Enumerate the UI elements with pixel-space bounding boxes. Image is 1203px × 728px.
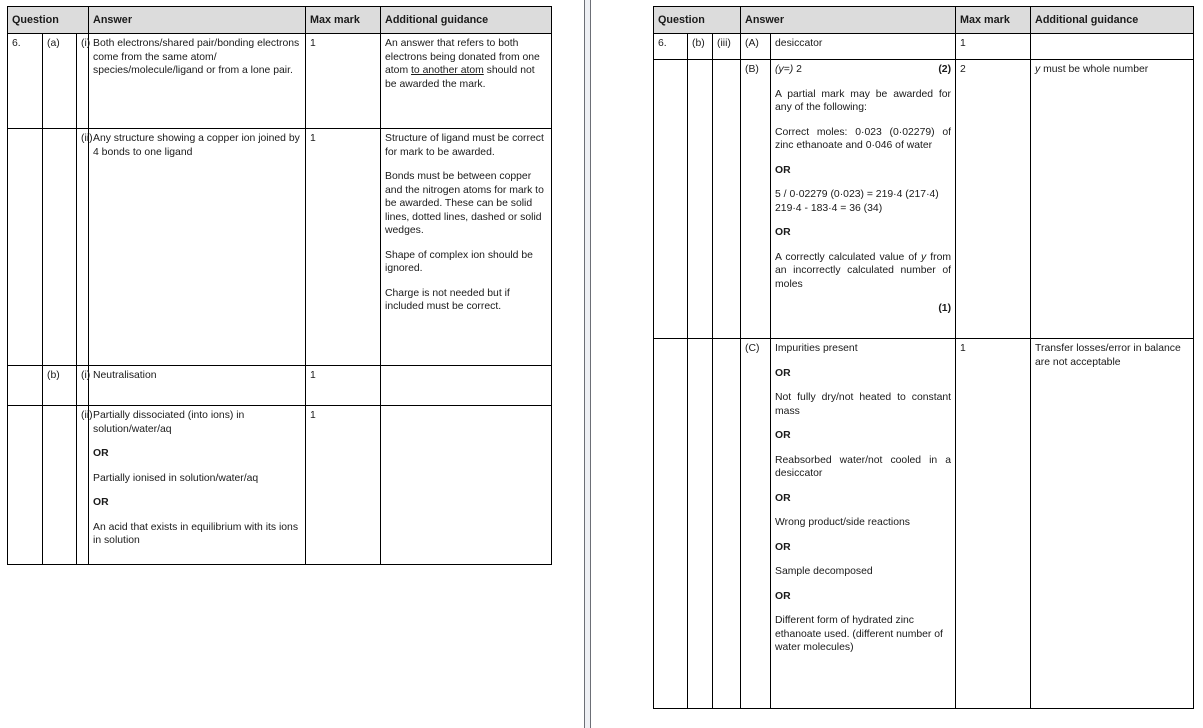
- answer-variable: y: [921, 251, 927, 263]
- answer-paragraph: Correct moles: 0·023 (0·02279) of zinc ethanoate and 0·046 of water: [775, 126, 952, 152]
- left-marking-scheme-table: [7, 6, 552, 565]
- answer-mark-allocation: (2): [938, 64, 952, 76]
- cell-question-sub: (i): [77, 34, 89, 129]
- cell-max-mark: 2: [956, 60, 1031, 339]
- header-question: Question: [654, 7, 741, 34]
- cell-question-part: [688, 60, 713, 339]
- answer-variable: (y=): [775, 64, 794, 76]
- cell-additional-guidance: [381, 34, 552, 129]
- cell-answer: [771, 60, 956, 339]
- answer-or-separator: OR: [775, 164, 791, 176]
- cell-question-number: [654, 339, 688, 709]
- answer-paragraph: Sample decomposed: [775, 566, 873, 578]
- cell-question-item: (B): [741, 60, 771, 339]
- guidance-paragraph: Structure of ligand must be correct for mark to be awarded.: [385, 133, 544, 158]
- answer-or-separator: OR: [775, 430, 791, 442]
- cell-question-part: (a): [43, 34, 77, 129]
- header-additional-guidance: Additional guidance: [1031, 7, 1194, 34]
- answer-paragraph: Impurities present: [775, 343, 858, 355]
- answer-text-part-1: A correctly calculated value of: [775, 251, 922, 263]
- calculation-line-2: 219·4 - 183·4 = 36 (34): [775, 202, 883, 214]
- answer-paragraph: An acid that exists in equilibrium with its ions in solution: [93, 521, 299, 547]
- cell-additional-guidance: [1031, 34, 1194, 60]
- table-row: [654, 34, 1194, 60]
- cell-question-sub: [713, 60, 741, 339]
- cell-additional-guidance: Transfer losses/error in balance are not acceptable: [1031, 339, 1194, 709]
- header-max-mark: Max mark: [956, 7, 1031, 34]
- guidance-text: must be whole number: [1040, 64, 1149, 76]
- cell-max-mark: 1: [306, 366, 381, 406]
- cell-max-mark: 1: [956, 34, 1031, 60]
- cell-question-sub: (ii): [77, 129, 89, 366]
- table-header-row: [8, 7, 552, 34]
- guidance-variable: y: [1035, 64, 1041, 76]
- cell-question-number: 6.: [654, 34, 688, 60]
- answer-or-separator: OR: [775, 541, 791, 553]
- table-row: [654, 60, 1194, 339]
- answer-calculation: [775, 188, 951, 215]
- answer-or-separator: OR: [775, 590, 791, 602]
- cell-question-sub: (ii): [77, 406, 89, 565]
- cell-question-item: (A): [741, 34, 771, 60]
- cell-question-number: [8, 366, 43, 406]
- header-question: Question: [8, 7, 89, 34]
- cell-question-part: [43, 406, 77, 565]
- cell-question-item: (C): [741, 339, 771, 709]
- cell-question-part: [688, 339, 713, 709]
- answer-paragraph: Reabsorbed water/not cooled in a desiccator: [775, 454, 952, 480]
- guidance-paragraph: Bonds must be between copper and the nitrogen atoms for mark to be awarded. These can be solid lines, dotted lines, dashed or solid wedges.: [385, 171, 544, 237]
- cell-max-mark: 1: [956, 339, 1031, 709]
- table-row: [8, 34, 552, 129]
- table-row: [8, 366, 552, 406]
- table-row: [654, 339, 1194, 709]
- cell-additional-guidance: [381, 406, 552, 565]
- cell-answer: Both electrons/shared pair/bonding electrons come from the same atom/ species/molecule/ligand or from a lone pair.: [89, 34, 306, 129]
- table-row: [8, 129, 552, 366]
- cell-answer: desiccator: [771, 34, 956, 60]
- cell-additional-guidance: [1031, 60, 1194, 339]
- answer-paragraph: [775, 251, 951, 292]
- answer-or-separator: OR: [775, 492, 791, 504]
- answer-or-separator: OR: [775, 227, 791, 239]
- cell-additional-guidance: [381, 366, 552, 406]
- answer-headline: [775, 63, 951, 77]
- guidance-text-part-1: An answer that refers to both electrons being donated from one atom: [385, 38, 540, 77]
- cell-max-mark: 1: [306, 406, 381, 565]
- answer-mark-allocation: (1): [938, 303, 952, 315]
- answer-or-separator: OR: [93, 448, 109, 460]
- answer-value: 2: [793, 64, 802, 76]
- cell-answer: [89, 406, 306, 565]
- table-header-row: [654, 7, 1194, 34]
- cell-question-sub: [713, 339, 741, 709]
- cell-question-part: [43, 129, 77, 366]
- cell-max-mark: 1: [306, 129, 381, 366]
- cell-question-number: [8, 406, 43, 565]
- cell-question-sub: (i): [77, 366, 89, 406]
- cell-question-number: [8, 129, 43, 366]
- answer-paragraph: Partially ionised in solution/water/aq: [93, 472, 259, 484]
- answer-paragraph: Different form of hydrated zinc ethanoate used. (different number of water molecules): [775, 615, 943, 654]
- guidance-paragraph: Charge is not needed but if included must be correct.: [385, 287, 510, 313]
- cell-max-mark: 1: [306, 34, 381, 129]
- cell-additional-guidance: [381, 129, 552, 366]
- answer-paragraph: A partial mark may be awarded for any of the following:: [775, 88, 952, 114]
- guidance-text-part-2: should not be awarded the mark.: [385, 65, 535, 90]
- cell-question-number: 6.: [8, 34, 43, 129]
- table-row: [8, 406, 552, 565]
- cell-answer: [771, 339, 956, 709]
- header-additional-guidance: Additional guidance: [381, 7, 552, 34]
- answer-paragraph: Wrong product/side reactions: [775, 517, 910, 529]
- answer-or-separator: OR: [93, 497, 109, 509]
- cell-question-part: (b): [688, 34, 713, 60]
- answer-paragraph: Partially dissociated (into ions) in solution/water/aq: [93, 410, 245, 435]
- header-answer: Answer: [741, 7, 956, 34]
- right-marking-scheme-table: [653, 6, 1194, 709]
- cell-question-part: (b): [43, 366, 77, 406]
- cell-answer: Neutralisation: [89, 366, 306, 406]
- header-max-mark: Max mark: [306, 7, 381, 34]
- guidance-text-underlined: to another atom: [411, 65, 484, 77]
- guidance-paragraph: Shape of complex ion should be ignored.: [385, 249, 533, 275]
- calculation-line-1: 5 / 0·02279 (0·023) = 219·4 (217·4): [775, 189, 939, 201]
- answer-tail-mark-line: [775, 302, 951, 316]
- answer-paragraph: Not fully dry/not heated to constant mass: [775, 392, 952, 417]
- answer-text-part-2: from an incorrectly calculated number of moles: [775, 251, 952, 290]
- cell-question-number: [654, 60, 688, 339]
- cell-question-sub: (iii): [713, 34, 741, 60]
- page-separator: [584, 0, 591, 728]
- header-answer: Answer: [89, 7, 306, 34]
- answer-or-separator: OR: [775, 367, 791, 379]
- cell-answer: Any structure showing a copper ion joined by 4 bonds to one ligand: [89, 129, 306, 366]
